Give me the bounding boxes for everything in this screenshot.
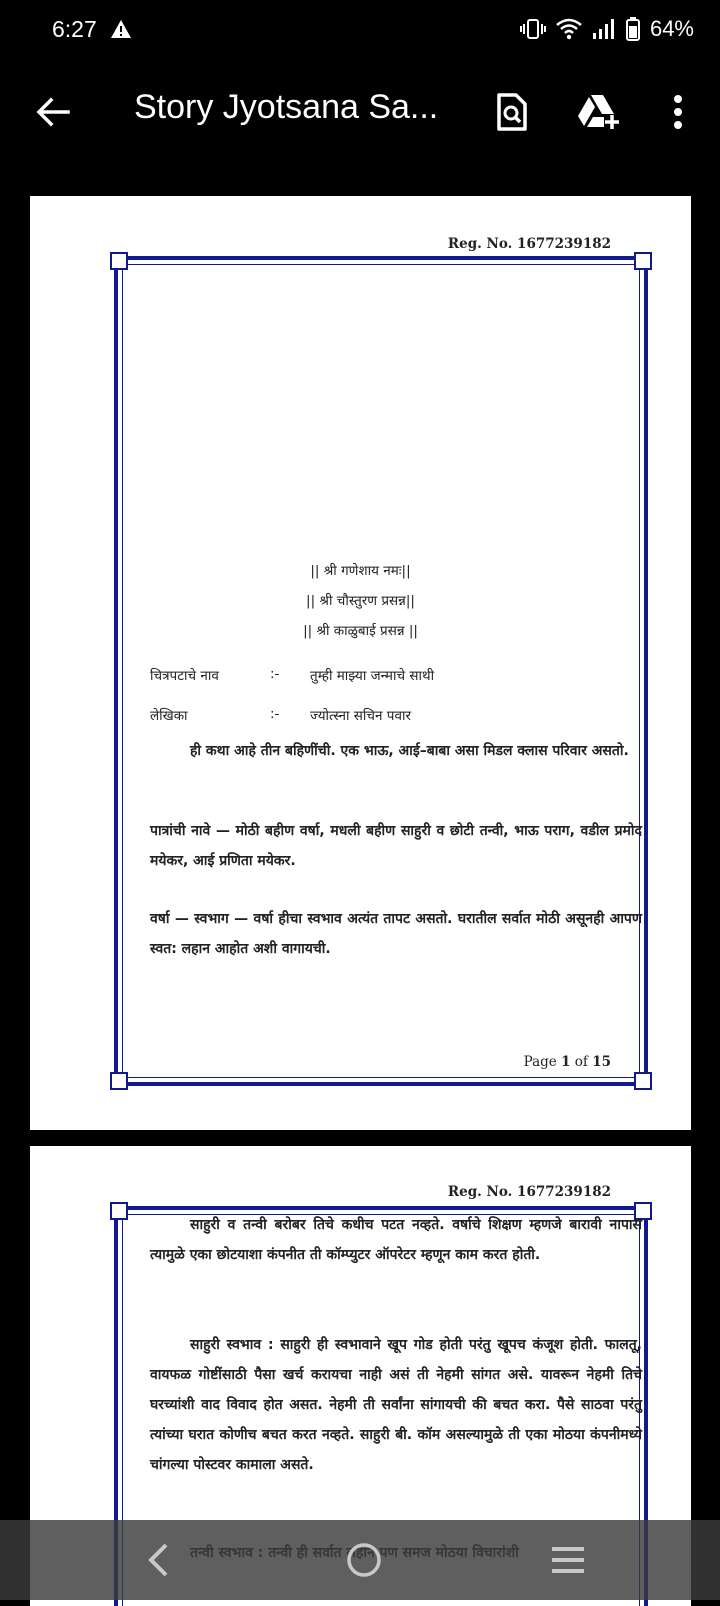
document-title: Story Jyotsana Sa...: [134, 88, 439, 126]
status-time: 6:27: [52, 16, 97, 42]
separator: :-: [270, 666, 280, 682]
more-options-button[interactable]: [660, 87, 696, 137]
border-corner: [634, 252, 652, 270]
border-corner: [634, 1072, 652, 1090]
page-total: 15: [592, 1054, 611, 1070]
page-label: Page: [523, 1054, 557, 1070]
page-of: of: [574, 1054, 588, 1070]
status-bar: [0, 0, 720, 60]
nav-home-icon: [346, 1542, 382, 1578]
nav-recents-icon: [551, 1546, 585, 1574]
invocation-block: [30, 556, 691, 646]
page-number: [524, 1054, 611, 1070]
story-paragraph: साहुरी स्वभाव : साहुरी ही स्वभावाने खूप गोड होती परंतु खूपच कंजूश होती. फालतू, वायफळ गोष्टींसाठी पैसा खर्च करायचा नाही असं ती नेहमी सांगत असे. यावरून नेहमी तिचे घरच्यांशी वाद विवाद होत असत. नेहमी ती सर्वांना सांगायची की बचत करा. पैसे साठवा परंतु त्यांच्या घरात कोणीच बचत करत नव्हते. साहुरी बी. कॉम असल्यामुळे ती एका मोठया कंपनीमध्ये चांगल्या पोस्टवर कामाला असते.: [150, 1337, 642, 1473]
battery-icon: [626, 17, 640, 41]
battery-percent: 64%: [649, 16, 694, 41]
film-title-value: तुम्ही माझ्या जन्माचे साथी: [310, 668, 435, 684]
app-bar: [0, 60, 720, 164]
alert-triangle-icon: [110, 19, 132, 39]
separator: :-: [270, 706, 280, 722]
film-title-label: चित्रपटाचे नाव: [150, 668, 219, 684]
more-vert-icon: [672, 94, 684, 130]
wifi-icon: [556, 18, 582, 40]
border-corner: [110, 1202, 128, 1220]
story-paragraph: पात्रांची नावे — मोठी बहीण वर्षा, मधली बहीण साहुरी व छोटी तन्वी, भाऊ पराग, वडील प्रमोद मयेकर, आई प्रणिता मयेकर.: [150, 823, 642, 869]
registration-number: Reg. No. 1677239182: [447, 1184, 611, 1200]
story-paragraph: वर्षा — स्वभाग — वर्षा हीचा स्वभाव अत्यंत तापट असतो. घरातील सर्वात मोठी असूनही आपण स्वत: लहान आहोत अशी वागायची.: [150, 911, 642, 957]
story-paragraph: ही कथा आहे तीन बहिणींची. एक भाऊ, आई–बाबा असा मिडल क्लास परिवार असतो.: [190, 743, 629, 759]
add-to-drive-button[interactable]: [572, 87, 626, 137]
back-arrow-icon: [36, 97, 70, 127]
document-page-1[interactable]: [30, 196, 691, 1130]
border-corner: [110, 252, 128, 270]
find-in-document-button[interactable]: [486, 85, 538, 139]
registration-number: Reg. No. 1677239182: [447, 236, 611, 252]
find-in-document-icon: [496, 92, 528, 132]
invocation-line: || श्री काळुबाई प्रसन्न ||: [303, 623, 418, 639]
signal-icon: [592, 18, 616, 40]
border-corner: [110, 1072, 128, 1090]
vibrate-icon: [520, 18, 546, 40]
nav-back-button[interactable]: [138, 1538, 178, 1582]
system-navigation-bar: [0, 1520, 720, 1600]
writer-value: ज्योत्स्ना सचिन पवार: [310, 708, 411, 724]
status-icons: [520, 16, 694, 42]
nav-home-button[interactable]: [342, 1538, 386, 1582]
back-button[interactable]: [28, 87, 78, 137]
nav-back-icon: [146, 1542, 170, 1578]
invocation-line: || श्री गणेशाय नमः||: [310, 563, 411, 579]
writer-label: लेखिका: [150, 708, 188, 724]
invocation-line: || श्री चौस्तुरण प्रसन्न||: [306, 593, 415, 609]
nav-recents-button[interactable]: [548, 1540, 588, 1580]
story-paragraph: साहुरी व तन्वी बरोबर तिचे कधीच पटत नव्हते. वर्षाचे शिक्षण म्हणजे बारावी नापास त्यामुळे एका छोटयाशा कंपनीत ती कॉम्प्युटर ऑपरेटर म्हणून काम करत होती.: [150, 1217, 642, 1263]
add-to-drive-icon: [576, 93, 622, 131]
page-current: 1: [561, 1054, 571, 1070]
